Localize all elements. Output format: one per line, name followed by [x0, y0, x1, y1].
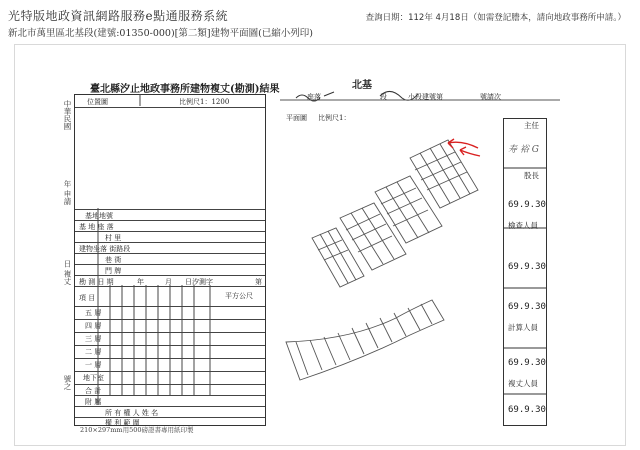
- village-label: 村 里: [105, 234, 122, 242]
- extra-1: 附 屬: [85, 398, 102, 406]
- floor-5: 五 層: [85, 309, 102, 317]
- plan-number-label: 號請次: [480, 93, 501, 101]
- role-calculator: 計算人員: [508, 323, 538, 332]
- role-surveyor: 複丈人員: [508, 379, 538, 388]
- stamp-date-5: 69.9.30: [508, 405, 546, 415]
- document-subtitle: 新北市萬里區北基段(建號:01350-000)[第二類]建物平面圖(已縮小列印): [8, 28, 314, 39]
- area-unit-label: 平方公尺: [225, 292, 253, 300]
- form-title: 臺北縣汐止地政事務所建物複丈(勘測)結果: [90, 84, 280, 95]
- stamp-date-2: 69.9.30: [508, 262, 546, 272]
- stamp-date-4: 69.9.30: [508, 358, 546, 368]
- stamp-date-3: 69.9.30: [508, 302, 546, 312]
- left-margin-mid: 年 申請: [63, 180, 72, 205]
- base-seat-label: 基 地 座 落: [79, 223, 114, 231]
- plan-scale-title: 平面圖: [286, 114, 307, 122]
- floor-1: 一 層: [85, 361, 102, 369]
- form-footer: 210×297mm用500磅證書專用紙印製: [80, 426, 194, 434]
- owner-label: 所 有 權 人 姓 名: [105, 409, 159, 417]
- basement: 地下室: [83, 374, 104, 382]
- stamp-date-1: 69.9.30: [508, 200, 546, 210]
- month-label: 月: [165, 278, 172, 286]
- location-scale: 比例尺1：1200: [179, 98, 230, 106]
- query-date: 查詢日期：112年 4月18日（如需登記謄本，請向地政事務所申請。）: [365, 13, 626, 23]
- total: 合 計: [85, 387, 102, 395]
- day-ref-label: 日汐測字: [185, 278, 213, 286]
- role-director: 主任: [524, 121, 539, 130]
- floor-2: 二 層: [85, 348, 102, 356]
- location-label: 位置圖: [87, 98, 108, 106]
- left-margin-low: 日 複丈: [63, 260, 72, 285]
- app-title: 光特版地政資訊網路服務e點通服務系統: [8, 9, 229, 23]
- director-signature: 寿 裕 G: [508, 145, 539, 155]
- rights-label: 權 利 範 圍: [105, 419, 140, 427]
- plan-area-label: 北基: [352, 80, 372, 91]
- left-margin-top: 中華民國: [63, 100, 72, 130]
- plan-section-label: 段: [380, 93, 387, 101]
- building-seat-label: 建物坐落 街路段: [79, 245, 131, 253]
- survey-date-label: 勘 測 日 期: [79, 278, 114, 286]
- base-no-label: 基地地號: [85, 212, 113, 220]
- number-label: 第: [255, 278, 262, 286]
- plan-scale-ratio: 比例尺1：: [318, 114, 351, 122]
- plan-small-section: 小段建號第: [408, 93, 443, 101]
- left-margin-num: 號之: [63, 375, 72, 390]
- role-inspector: 檢查人員: [508, 221, 538, 230]
- door-no-label: 門 牌: [105, 267, 122, 275]
- project-label: 項 目: [79, 294, 96, 302]
- floor-3: 三 層: [85, 335, 102, 343]
- lane-label: 巷 衖: [105, 256, 122, 264]
- plan-seat-label: 座落: [307, 93, 321, 101]
- year-label: 年: [137, 278, 144, 286]
- floor-4: 四 層: [85, 322, 102, 330]
- role-section-chief: 股長: [524, 171, 539, 180]
